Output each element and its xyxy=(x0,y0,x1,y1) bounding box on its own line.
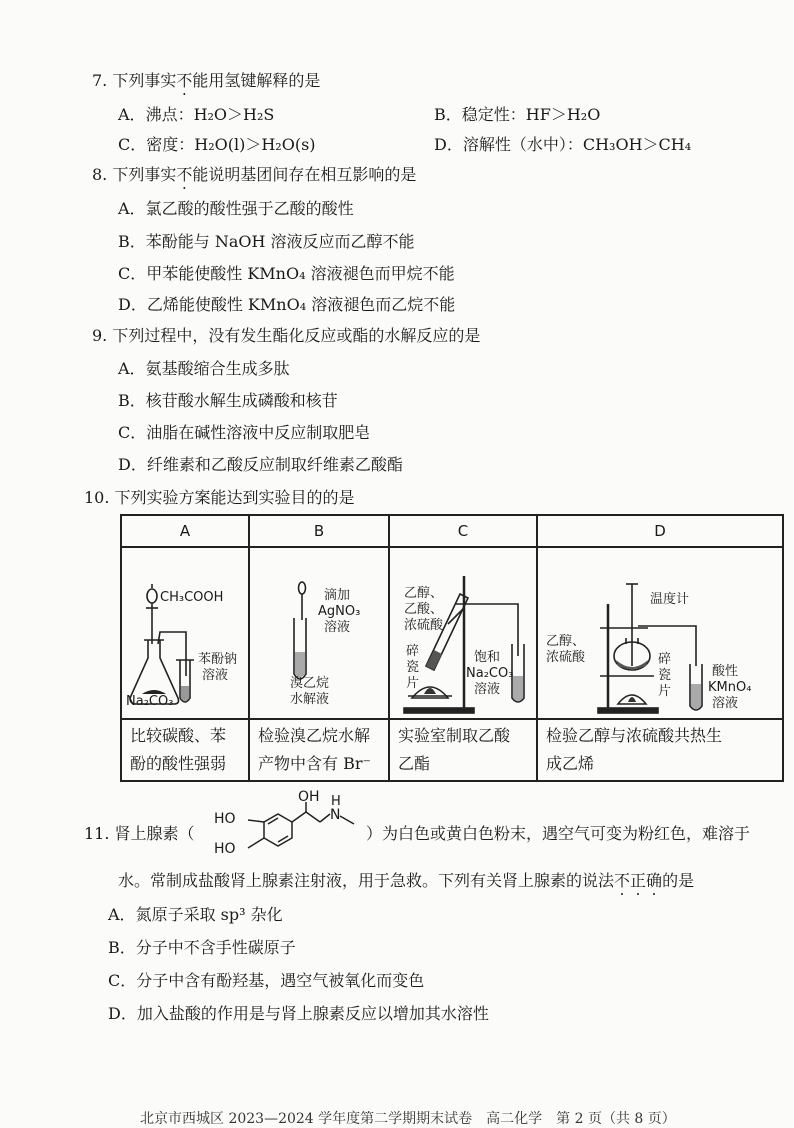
label-acetic-c: 乙酸、 xyxy=(404,602,444,617)
q8-option-d: D．乙烯能使酸性 KMnO₄ 溶液褪色而乙烷不能 xyxy=(118,295,456,314)
apparatus-a-drawing xyxy=(122,548,248,718)
q7-option-d: D．溶解性（水中）：CH₃OH＞CH₄ xyxy=(434,135,692,154)
label-sodium-carbonate-c: Na₂CO₃ xyxy=(466,666,514,681)
label-sodium-carbonate: Na₂CO₃ xyxy=(126,694,174,709)
emphasis-mark: 不 xyxy=(614,871,631,890)
label-acetic-acid: CH₃COOH xyxy=(160,590,224,605)
q8-option-b: B．苯酚能与 NaOH 溶液反应而乙醇不能 xyxy=(118,232,415,251)
label-drop: 滴加 xyxy=(324,588,351,603)
q11-option-d: D．加入盐酸的作用是与肾上腺素反应以增加其水溶性 xyxy=(108,1004,489,1023)
q7-option-c: C．密度：H₂O(l)＞H₂O(s) xyxy=(118,135,316,154)
label-oh: OH xyxy=(298,789,320,805)
label-silver-nitrate: AgNO₃ xyxy=(318,604,361,619)
label-solution-c: 溶液 xyxy=(474,682,501,697)
column-a-header: A xyxy=(121,515,249,547)
emphasis-mark: 不 xyxy=(176,71,193,90)
label-chip-d3: 片 xyxy=(658,684,672,699)
q9-stem: 9. 下列过程中，没有发生酯化反应或酯的水解反应的是 xyxy=(92,326,481,345)
purpose-c: 实验室制取乙酸 乙酯 xyxy=(389,719,537,781)
q11-stem-line2: 水。常制成盐酸肾上腺素注射液，用于急救。下列有关肾上腺素的说法不正确的是 xyxy=(118,871,695,890)
purpose-a: 比较碳酸、苯 酚的酸性强弱 xyxy=(121,719,249,781)
apparatus-c xyxy=(389,547,537,719)
q9-option-d: D．纤维素和乙酸反应制取纤维素乙酸酯 xyxy=(118,455,403,474)
label-chip-c1: 碎 xyxy=(406,644,420,659)
q7-stem: 7. 下列事实不能用氢键解释的是 xyxy=(92,71,321,90)
q9-option-b: B．核苷酸水解生成磷酸和核苷 xyxy=(118,391,338,410)
q8-stem: 8. 下列事实不能说明基团间存在相互影响的是 xyxy=(92,165,417,184)
apparatus-a xyxy=(121,547,249,719)
q9-option-c: C．油脂在碱性溶液中反应制取肥皂 xyxy=(118,423,371,442)
label-sulfuric-d: 浓硫酸 xyxy=(546,650,586,665)
q8-number: 8. xyxy=(92,165,108,184)
label-hydrolysate: 水解液 xyxy=(290,692,330,707)
label-ho-2: HO xyxy=(214,841,236,857)
q11-stem-line1-continued: ）为白色或黄白色粉末，遇空气可变为粉红色，难溶于 xyxy=(366,824,751,843)
label-bromoethane: 溴乙烷 xyxy=(290,676,330,691)
label-solution-b: 溶液 xyxy=(324,620,351,635)
q11-stem-line1: 11. 肾上腺素（ xyxy=(84,824,195,843)
label-ethanol-c: 乙醇、 xyxy=(404,586,444,601)
label-n: N xyxy=(330,807,341,823)
label-chip-c3: 片 xyxy=(406,676,420,691)
label-thermometer: 温度计 xyxy=(650,592,690,607)
column-b-header: B xyxy=(249,515,389,547)
apparatus-d xyxy=(537,547,783,719)
emphasis-mark: 不 xyxy=(176,165,193,184)
q8-option-c: C．甲苯能使酸性 KMnO₄ 溶液褪色而甲烷不能 xyxy=(118,264,455,283)
column-d-header: D xyxy=(537,515,783,547)
label-ho-1: HO xyxy=(214,811,236,827)
emphasis-mark: 确 xyxy=(646,871,663,890)
emphasis-mark: 正 xyxy=(630,871,647,890)
q7-option-a: A．沸点：H₂O＞H₂S xyxy=(118,105,275,124)
q8-option-a: A．氯乙酸的酸性强于乙酸的酸性 xyxy=(118,199,354,218)
purpose-d: 检验乙醇与浓硫酸共热生 成乙烯 xyxy=(537,719,783,781)
apparatus-c-drawing xyxy=(390,548,536,718)
label-permanganate: KMnO₄ xyxy=(708,680,752,695)
label-solution-a: 溶液 xyxy=(202,668,229,683)
q10-number: 10. xyxy=(84,488,110,507)
q11-option-b: B．分子中不含手性碳原子 xyxy=(108,938,296,957)
q7-option-b: B．稳定性：HF＞H₂O xyxy=(434,105,601,124)
q7-number: 7. xyxy=(92,71,108,90)
label-chip-d1: 碎 xyxy=(658,652,672,667)
q10-stem: 10. 下列实验方案能达到实验目的的是 xyxy=(84,488,355,507)
label-sulfuric-c: 浓硫酸 xyxy=(404,618,444,633)
apparatus-b xyxy=(249,547,389,719)
label-chip-d2: 瓷 xyxy=(658,668,672,683)
page-footer: 北京市西城区 2023—2024 学年度第二学期期末试卷 高二化学 第 2 页（共 8 页） xyxy=(140,1111,676,1127)
q9-number: 9. xyxy=(92,326,108,345)
experiment-table xyxy=(120,514,784,782)
q11-number: 11. xyxy=(84,824,110,843)
label-solution-d: 溶液 xyxy=(712,696,739,711)
label-ethanol-d: 乙醇、 xyxy=(546,634,586,649)
label-nh-h: H xyxy=(331,794,341,809)
label-saturated: 饱和 xyxy=(474,650,501,665)
column-c-header: C xyxy=(389,515,537,547)
label-chip-c2: 瓷 xyxy=(406,660,420,675)
q11-option-c: C．分子中含有酚羟基，遇空气被氧化而变色 xyxy=(108,971,425,990)
adrenaline-structure xyxy=(212,790,362,865)
label-sodium-phenoxide: 苯酚钠 xyxy=(198,652,238,667)
purpose-b: 检验溴乙烷水解 产物中含有 Br⁻ xyxy=(249,719,389,781)
label-acidic: 酸性 xyxy=(712,664,739,679)
q11-option-a: A．氮原子采取 sp³ 杂化 xyxy=(108,905,283,924)
q9-option-a: A．氨基酸缩合生成多肽 xyxy=(118,359,290,378)
